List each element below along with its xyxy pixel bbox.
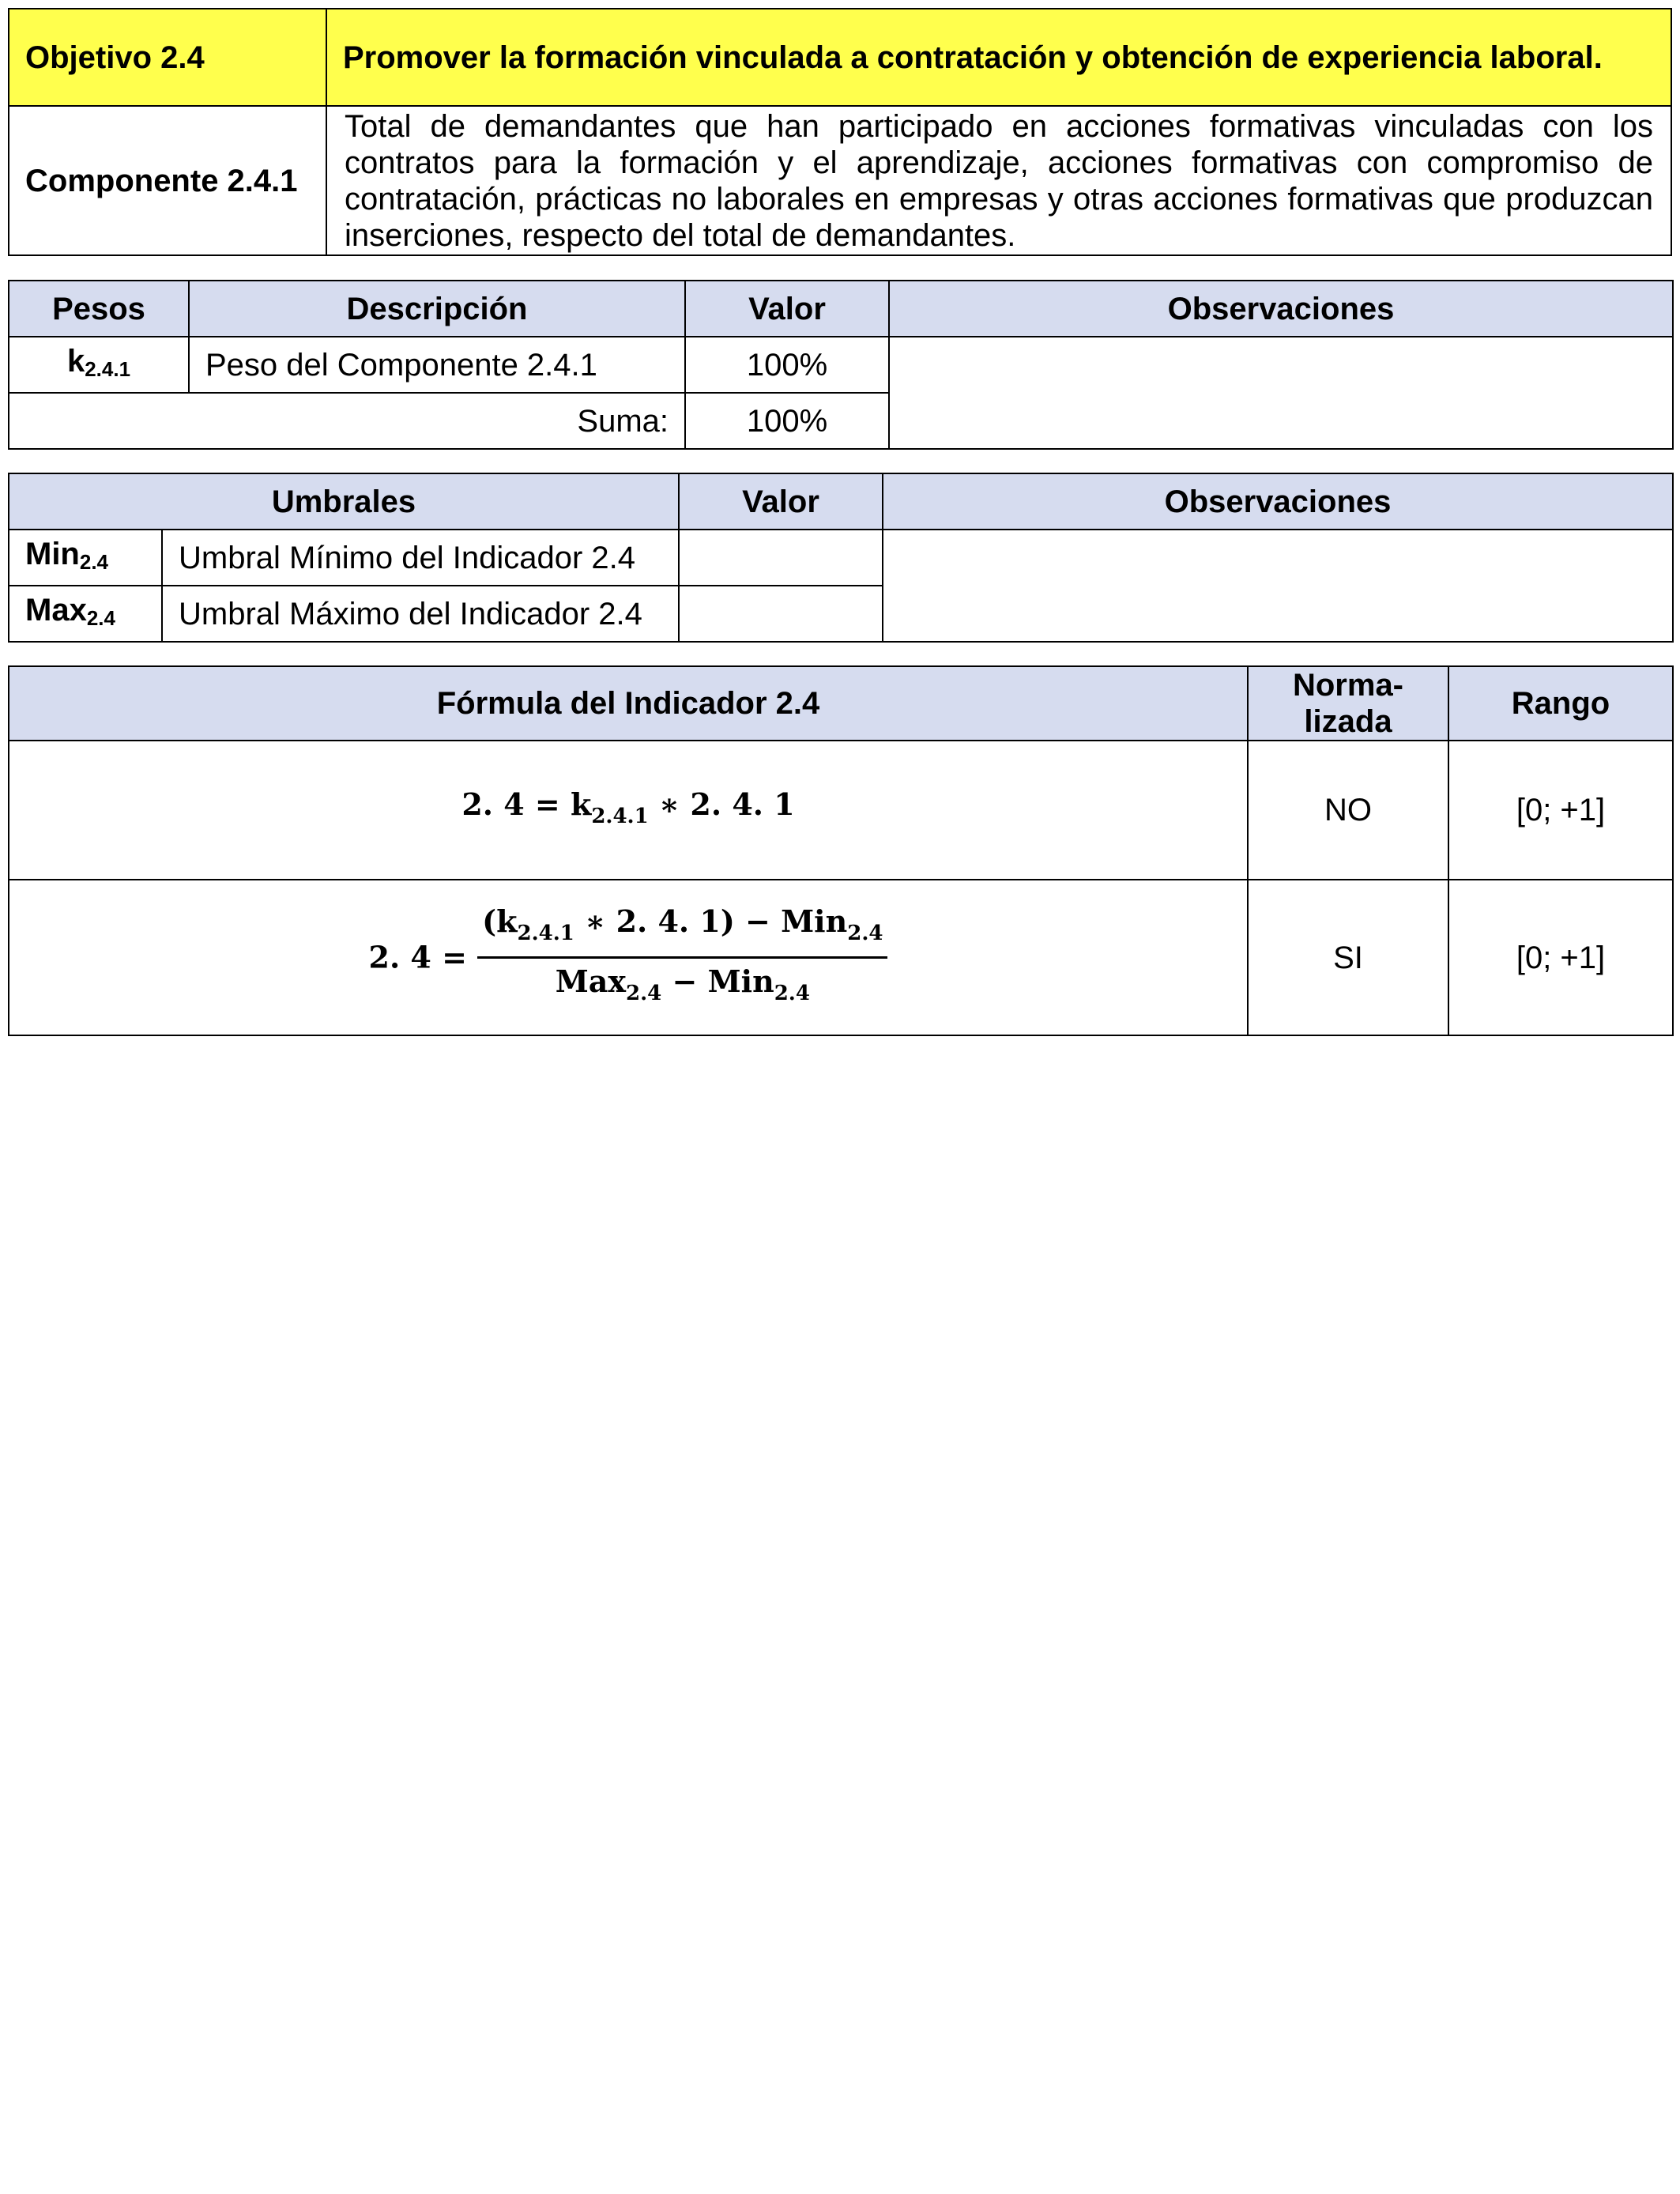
formula-denominator: Max$_{2.4}$ − Min$_{2.4}$ — [555, 963, 810, 1005]
formula-unnormalized: 2. $4 = k_{2.4.1}$ ∗ 2. 4. 1 — [9, 741, 1248, 880]
formula-unnormalized-flag: NO — [1248, 741, 1448, 880]
component-description: Total de demandantes que han participado en acciones formativas vinculadas con los contratos para la formación y el aprendizaje, acciones formativas con compromiso de contratación, prácticas no laborales en empresas y otras acciones formativas que produzcan inserciones, respecto del total de demandantes. — [326, 106, 1671, 255]
threshold-max-description: Umbral Máximo del Indicador 2.4 — [162, 586, 679, 642]
thresholds-header-observaciones: Observaciones — [883, 473, 1673, 530]
formula-normalized-range: [0; +1] — [1448, 880, 1673, 1035]
formula-header-range: Rango — [1448, 666, 1673, 741]
objective-title: Promover la formación vinculada a contratación y obtención de experiencia laboral. — [326, 9, 1671, 106]
formula-normalized-flag: SI — [1248, 880, 1448, 1035]
weights-sum-value: 100% — [685, 393, 889, 449]
weight-value: 100% — [685, 337, 889, 393]
thresholds-table — [8, 473, 1674, 643]
threshold-max-symbol: Max$_{2.4}$ — [9, 586, 162, 642]
weights-header-observaciones: Observaciones — [889, 281, 1673, 337]
weight-symbol: $k_{2.4.1}$ — [9, 337, 189, 393]
formula-header-normalized: Norma- lizada — [1248, 666, 1448, 741]
thresholds-header-valor: Valor — [679, 473, 883, 530]
weights-sum-label: Suma: — [9, 393, 685, 449]
formula-normalized: 2. 4 = $\frac{(k_{2.4.1} ∗ 2. 4. 1) - Min_{2.4}}{Max_{2.4} - Min_{2.4}}$ — [9, 880, 1248, 1035]
thresholds-observations — [883, 530, 1673, 642]
formula-unnormalized-range: [0; +1] — [1448, 741, 1673, 880]
threshold-min-value — [679, 530, 883, 586]
formula-header-formula: Fórmula del Indicador 2.4 — [9, 666, 1248, 741]
threshold-min-symbol: Min$_{2.4}$ — [9, 530, 162, 586]
formula-table — [8, 665, 1674, 1036]
weights-header-valor: Valor — [685, 281, 889, 337]
weights-table — [8, 280, 1674, 450]
thresholds-header-umbrales: Umbrales — [9, 473, 679, 530]
formula-numerator: ($k_{2.4.1}$ ∗ 2. 4. 1) − Min$_{2.4}$ — [477, 903, 887, 959]
threshold-max-value — [679, 586, 883, 642]
weight-description: Peso del Componente 2.4.1 — [189, 337, 685, 393]
component-label: Componente 2.4.1 — [9, 106, 326, 255]
threshold-min-description: Umbral Mínimo del Indicador 2.4 — [162, 530, 679, 586]
weights-header-descripcion: Descripción — [189, 281, 685, 337]
objective-table — [8, 8, 1672, 256]
formula-fraction — [477, 903, 887, 1012]
objective-label: Objetivo 2.4 — [9, 9, 326, 106]
weights-observations — [889, 337, 1673, 449]
weights-header-pesos: Pesos — [9, 281, 189, 337]
